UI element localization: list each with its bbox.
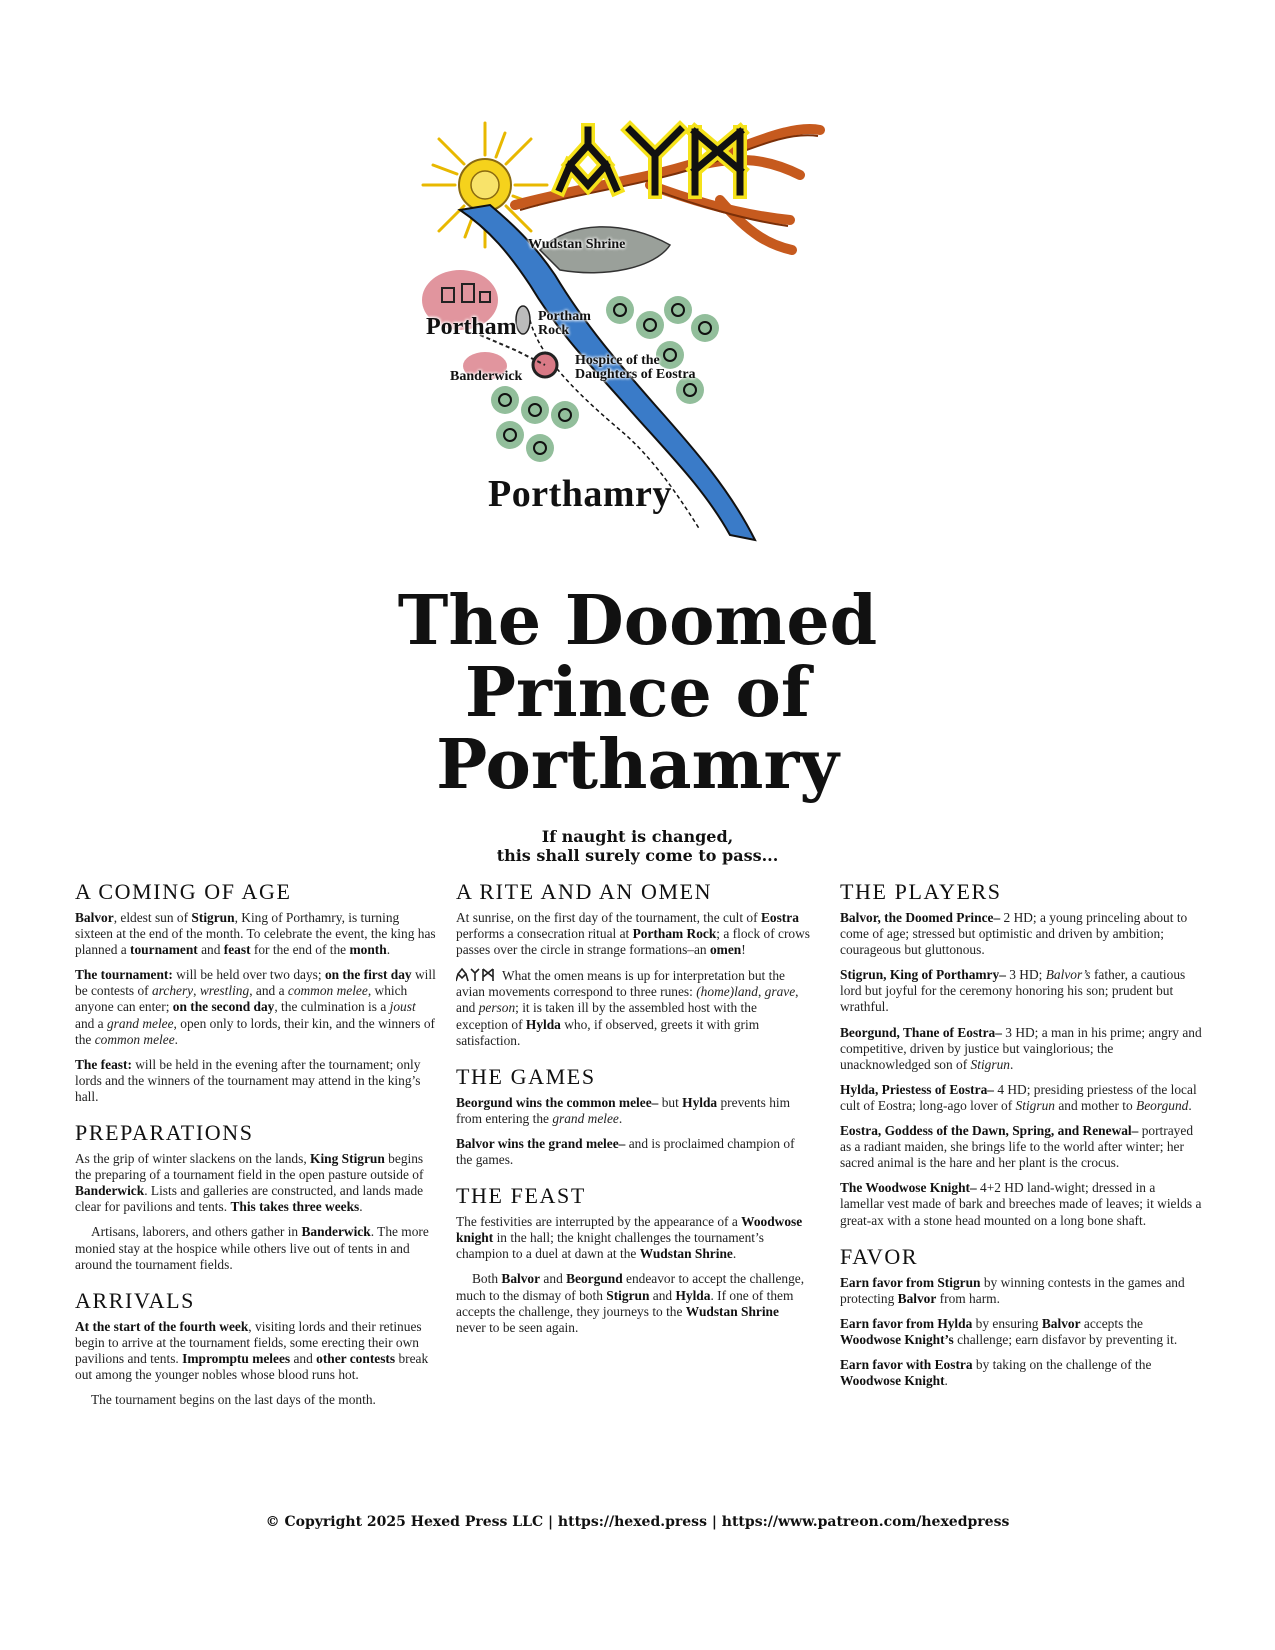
map-label-portham-rock-1: Portham <box>538 309 591 324</box>
column-2 <box>456 880 812 1352</box>
player-entry: Balvor, the Doomed Prince– 2 HD; a young princeling about to come of age; stressed but optimistic and driven by ambition; courageous but gluttonous. <box>840 910 1188 958</box>
player-entry: Eostra, Goddess of the Dawn, Spring, and Renewal– portrayed as a radiant maiden, she brings life to the world after winter; her sacred animal is the hare and her plant is the crocus. <box>840 1123 1194 1171</box>
map-label-hospice-1: Hospice of the <box>575 353 660 368</box>
paragraph: At the start of the fourth week, visiting lords and their retinues begin to arrive at the tournament fields, some erecting their own pavilions and tents. Impromptu melees and other contests break out among the younger nobles whose blood runs hot. <box>75 1318 429 1382</box>
column-3 <box>840 880 1202 1405</box>
paragraph: The feast: will be held in the evening after the tournament; only lords and the winners of the tournament may attend in the king’s hall. <box>75 1056 421 1104</box>
section-heading: PREPARATIONS <box>75 1120 254 1146</box>
section-feast <box>456 1184 812 1336</box>
map-label-portham-rock-2: Rock <box>538 323 570 338</box>
title-line-1: The Doomed <box>397 581 878 661</box>
section-arrivals <box>75 1289 437 1408</box>
section-heading: THE PLAYERS <box>840 879 1002 904</box>
porthamry-map <box>420 70 860 590</box>
section-coming-of-age <box>75 880 437 1105</box>
title-line-2: Prince of <box>464 653 811 733</box>
player-entry: Beorgund, Thane of Eostra– 3 HD; a man in his prime; angry and competitive, driven by justice but vainglorious; the unacknowledged son of Stigrun. <box>840 1024 1202 1072</box>
portham-rock-icon <box>516 306 530 334</box>
section-heading: FAVOR <box>840 1243 919 1269</box>
column-1 <box>75 880 437 1424</box>
paragraph: The tournament: will be held over two days; on the first day will be contests of archery, wrestling, and a common melee, which anyone can enter; on the second day, the culmination is a joust and a grand melee, open only to lords, their kin, and the winners of the common melee. <box>75 967 436 1047</box>
section-heading: A RITE AND AN OMEN <box>456 879 713 904</box>
section-players <box>840 880 1202 1229</box>
map-label-banderwick: Banderwick <box>450 369 523 384</box>
subtitle-line-2: this shall surely come to pass... <box>496 846 779 865</box>
section-preparations <box>75 1121 437 1273</box>
map-label-portham: Portham <box>426 314 517 340</box>
map-label-wudstan-shrine: Wudstan Shrine <box>528 237 626 252</box>
subtitle-line-1: If naught is changed, <box>541 827 734 846</box>
section-favor <box>840 1245 1202 1390</box>
paragraph: Beorgund wins the common melee– but Hylda prevents him from entering the grand melee. <box>456 1094 791 1126</box>
player-entry: The Woodwose Knight– 4+2 HD land-wight; dressed in a lamellar vest made of bark and breeches made of leaves; it wields a great-ax with a stone head mounted on a long bone shaft. <box>840 1180 1202 1228</box>
paragraph: At sunrise, on the first day of the tournament, the cult of Eostra performs a consecration ritual at Portham Rock; a flock of crows passes over the circle in strange formations–an omen! <box>456 910 810 958</box>
section-heading: A COMING OF AGE <box>75 879 292 904</box>
othala-tiwaz-mannaz-runes <box>456 967 496 982</box>
favor-entry: Earn favor from Stigrun by winning contests in the games and protecting Balvor from harm. <box>840 1274 1185 1306</box>
paragraph: The tournament begins on the last days of the month. <box>91 1392 376 1408</box>
page-title <box>300 581 975 805</box>
map-label-hospice-2: Daughters of Eostra <box>575 367 696 382</box>
footer-copyright: © Copyright 2025 Hexed Press LLC | https://hexed.press | https://www.patreon.com/hexedpress <box>265 1514 1010 1530</box>
paragraph: What the omen means is up for interpretation but the avian movements correspond to three runes: (home)land, grave, and person; it is taken ill by the assembled host with the exception of Hylda who, if observed, greets it with grim satisfaction. <box>456 968 799 1048</box>
section-heading: THE FEAST <box>456 1183 586 1209</box>
player-entry: Stigrun, King of Porthamry– 3 HD; Balvor’s father, a cautious lord but joyful for the ceremony honoring his son; prudent but wrathful. <box>840 967 1186 1015</box>
section-heading: ARRIVALS <box>75 1287 195 1313</box>
paragraph: Balvor, eldest sun of Stigrun, King of Porthamry, is turning sixteen at the end of the month. To celebrate the event, the king has planned a tournament and feast for the end of the month. <box>75 910 436 958</box>
section-games <box>456 1065 812 1168</box>
map-label-porthamry: Porthamry <box>488 473 672 515</box>
paragraph: Artisans, laborers, and others gather in Banderwick. The more monied stay at the hospice while others live out of tents in and around the tournament fields. <box>75 1224 429 1272</box>
favor-entry: Earn favor with Eostra by taking on the challenge of the Woodwose Knight. <box>840 1356 1152 1389</box>
paragraph: The festivities are interrupted by the appearance of a Woodwose knight in the hall; the knight challenges the tournament’s champion to a duel at dawn at the Wudstan Shrine. <box>456 1214 803 1262</box>
section-heading: THE GAMES <box>456 1063 596 1089</box>
paragraph: Both Balvor and Beorgund endeavor to accept the challenge, much to the dismay of both Stigrun and Hylda. If one of them accepts the challenge, they journeys to the Wudstan Shrine never to be seen again. <box>456 1271 805 1335</box>
paragraph: Balvor wins the grand melee– and is proclaimed champion of the games. <box>456 1135 795 1168</box>
player-entry: Hylda, Priestess of Eostra– 4 HD; presiding priestess of the local cult of Eostra; long-ago lover of Stigrun and mother to Beorgund. <box>840 1081 1197 1113</box>
section-rite-and-omen <box>456 880 812 1049</box>
paragraph: As the grip of winter slackens on the lands, King Stigrun begins the preparing of a tournament field in the open pasture outside of Banderwick. Lists and galleries are constructed, and lands made clear for pavilions and tents. This takes three weeks. <box>75 1151 424 1215</box>
subtitle <box>300 827 975 865</box>
favor-entry: Earn favor from Hylda by ensuring Balvor accepts the Woodwose Knight’s challenge; earn disfavor by preventing it. <box>840 1315 1178 1347</box>
title-line-3: Porthamry <box>436 725 839 805</box>
